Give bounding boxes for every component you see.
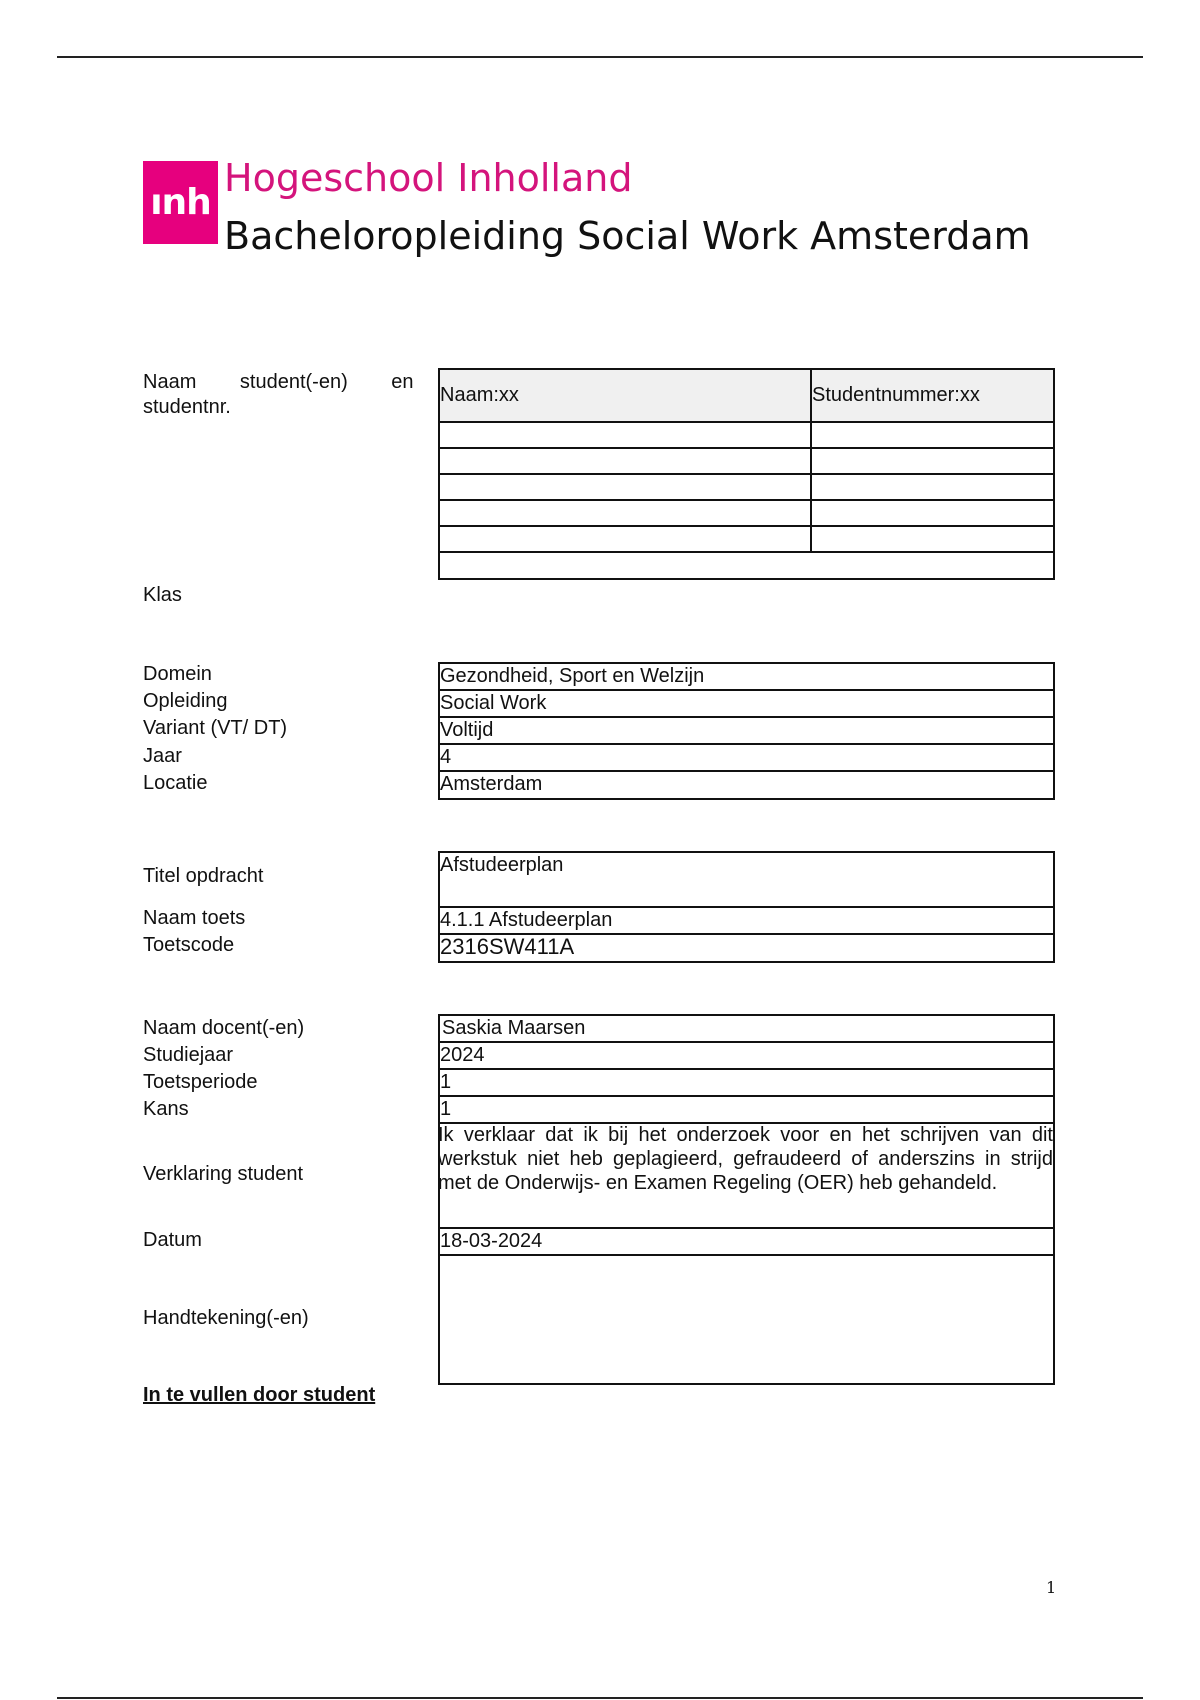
kans-field[interactable]: 1	[440, 1097, 1053, 1124]
table-row	[439, 500, 1054, 526]
teacher-box	[438, 1014, 1055, 1385]
opleiding-field[interactable]: Social Work	[440, 691, 1053, 718]
klas-label: Klas	[143, 584, 182, 606]
number-cell[interactable]	[811, 500, 1054, 526]
program-name: Bacheloropleiding Social Work Amsterdam	[224, 214, 1031, 258]
name-cell[interactable]	[439, 448, 811, 474]
program-info-box	[438, 662, 1055, 800]
table-row	[439, 474, 1054, 500]
variant-label: Variant (VT/ DT)	[143, 717, 288, 739]
name-cell[interactable]	[439, 474, 811, 500]
variant-field[interactable]: Voltijd	[440, 718, 1053, 745]
table-row	[439, 448, 1054, 474]
number-cell[interactable]	[811, 474, 1054, 500]
handtekening-label: Handtekening(-en)	[143, 1307, 309, 1329]
name-cell[interactable]	[439, 500, 811, 526]
table-row	[439, 526, 1054, 552]
verklaring-label: Verklaring student	[143, 1163, 304, 1185]
number-header[interactable]: Studentnummer:xx	[811, 369, 1054, 422]
name-cell[interactable]	[439, 526, 811, 552]
name-cell[interactable]	[439, 422, 811, 448]
page-number: 1	[1046, 1578, 1057, 1597]
school-name: Hogeschool Inholland	[224, 156, 633, 200]
domein-field[interactable]: Gezondheid, Sport en Welzijn	[440, 664, 1053, 691]
student-table-header	[439, 369, 1054, 422]
kans-label: Kans	[143, 1098, 189, 1120]
docent-field[interactable]: Saskia Maarsen	[440, 1016, 1053, 1043]
datum-field[interactable]: 18-03-2024	[440, 1229, 1053, 1256]
opleiding-label: Opleiding	[143, 690, 228, 712]
name-header[interactable]: Naam:xx	[439, 369, 811, 422]
naam-toets-field[interactable]: 4.1.1 Afstudeerplan	[440, 908, 1053, 935]
bottom-rule	[57, 1697, 1143, 1699]
titel-label: Titel opdracht	[143, 865, 264, 887]
logo-text: ınh	[150, 182, 211, 223]
toetscode-label: Toetscode	[143, 934, 235, 956]
studiejaar-label: Studiejaar	[143, 1044, 234, 1066]
number-cell[interactable]	[811, 448, 1054, 474]
studiejaar-field[interactable]: 2024	[440, 1043, 1053, 1070]
inholland-logo	[143, 161, 218, 244]
student-label-line2: studentnr.	[143, 396, 231, 418]
datum-label: Datum	[143, 1229, 202, 1251]
student-label-line1: Naam student(-en) en	[143, 371, 414, 393]
toetsperiode-label: Toetsperiode	[143, 1071, 258, 1093]
titel-field[interactable]: Afstudeerplan	[440, 853, 1053, 908]
number-cell[interactable]	[811, 422, 1054, 448]
toetsperiode-field[interactable]: 1	[440, 1070, 1053, 1097]
assignment-box	[438, 851, 1055, 963]
table-row	[439, 422, 1054, 448]
verklaring-text: Ik verklaar dat ik bij het onderzoek voor en het schrijven van dit werkstuk niet heb geplagieerd, gefraudeerd of anderszins in strijd met de Onderwijs- en Examen Regeling (OER) heb gehandeld.	[438, 1124, 1053, 1194]
handtekening-field[interactable]	[440, 1256, 1053, 1383]
student-label	[143, 371, 436, 394]
klas-cell[interactable]	[439, 552, 1054, 579]
naam-toets-label: Naam toets	[143, 907, 246, 929]
student-table	[438, 368, 1055, 580]
top-rule	[57, 56, 1143, 58]
domein-label: Domein	[143, 663, 212, 685]
jaar-field[interactable]: 4	[440, 745, 1053, 772]
toetscode-field[interactable]: 2316SW411A	[440, 934, 575, 959]
docent-label: Naam docent(-en)	[143, 1017, 305, 1039]
fill-in-note: In te vullen door student	[143, 1384, 376, 1406]
locatie-field[interactable]: Amsterdam	[440, 773, 543, 795]
klas-row	[439, 552, 1054, 579]
number-cell[interactable]	[811, 526, 1054, 552]
jaar-label: Jaar	[143, 745, 182, 767]
locatie-label: Locatie	[143, 772, 208, 794]
